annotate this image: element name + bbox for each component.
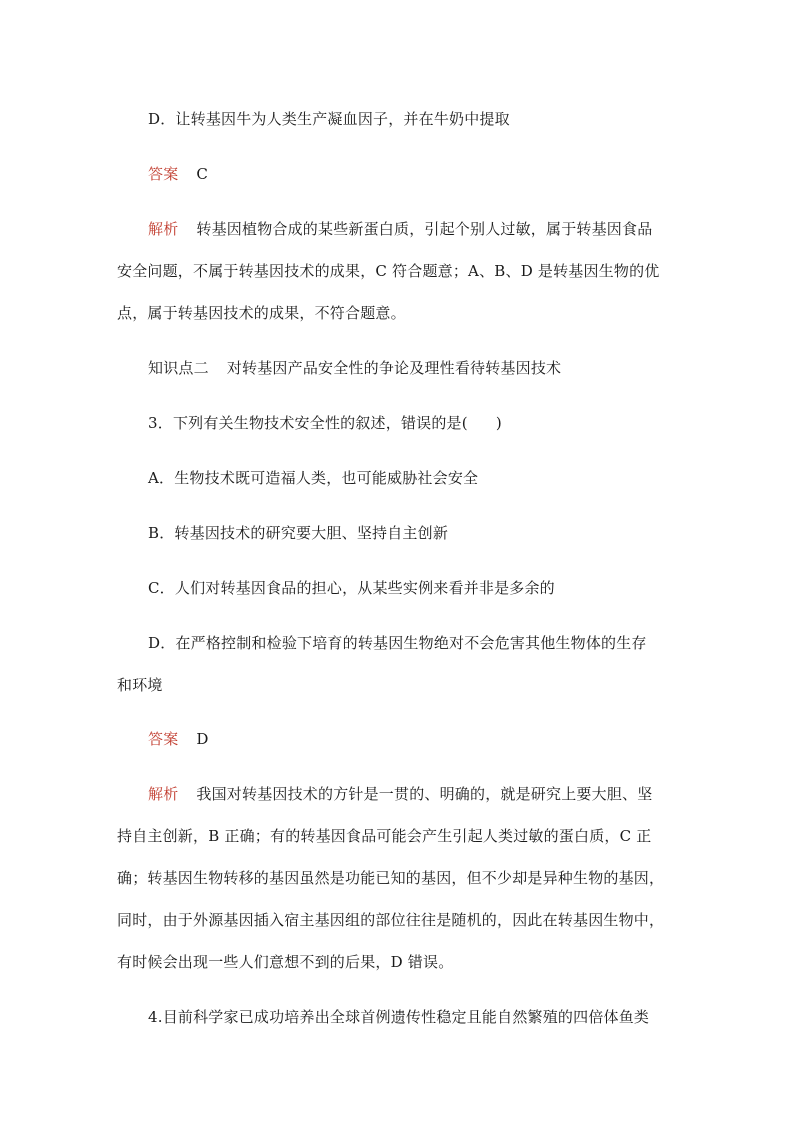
q2-answer: [148, 164, 208, 184]
analysis-text: 我国对转基因技术的方针是一贯的、明确的，就是研究上要大胆、坚: [196, 785, 653, 803]
q3-option-d-line-2: 和环境: [117, 676, 163, 694]
q3-analysis-line-4: 同时，由于外源基因插入宿主基因组的部位往往是随机的，因此在转基因生物中，: [117, 911, 665, 929]
q3-analysis-line-1: [148, 784, 652, 804]
q3-option-d-line-1: D．在严格控制和检验下培育的转基因生物绝对不会危害其他生物体的生存: [148, 634, 647, 652]
q3-option-b: B．转基因技术的研究要大胆、坚持自主创新: [148, 524, 449, 542]
q2-option-d: D．让转基因牛为人类生产凝血因子，并在牛奶中提取: [148, 110, 510, 128]
analysis-label: 解析: [148, 220, 179, 238]
answer-value: D: [196, 730, 209, 748]
section-title: 对转基因产品安全性的争论及理性看待转基因技术: [226, 359, 562, 377]
q3-stem-close: ): [495, 414, 502, 432]
q3-analysis-line-3: 确；转基因生物转移的基因虽然是功能已知的基因，但不少却是异种生物的基因，: [117, 869, 665, 887]
q3-stem-text: 3．下列有关生物技术安全性的叙述，错误的是(: [148, 414, 468, 432]
answer-label: 答案: [148, 165, 179, 183]
q4-stem: 4.目前科学家已成功培养出全球首例遗传性稳定且能自然繁殖的四倍体鱼类: [148, 1008, 650, 1026]
section-label: 知识点二: [148, 359, 209, 377]
q3-analysis-line-5: 有时候会出现一些人们意想不到的后果，D 错误。: [117, 953, 454, 971]
q3-option-c: C．人们对转基因食品的担心，从某些实例来看并非是多余的: [148, 579, 555, 597]
answer-value: C: [196, 165, 209, 183]
answer-label: 答案: [148, 730, 179, 748]
q2-analysis-line-2: 安全问题，不属于转基因技术的成果，C 符合题意；A、B、D 是转基因生物的优: [117, 262, 660, 280]
q3-option-a: A．生物技术既可造福人类，也可能威胁社会安全: [148, 469, 479, 487]
analysis-label: 解析: [148, 785, 179, 803]
q3-stem: [148, 413, 502, 433]
q2-analysis-line-3: 点，属于转基因技术的成果，不符合题意。: [117, 304, 406, 322]
q3-analysis-line-2: 持自主创新，B 正确；有的转基因食品可能会产生引起人类过敏的蛋白质，C 正: [117, 827, 652, 845]
section-heading: [148, 358, 561, 378]
q3-answer: [148, 729, 209, 749]
analysis-text: 转基因植物合成的某些新蛋白质，引起个别人过敏，属于转基因食品: [196, 220, 653, 238]
q2-analysis-line-1: [148, 219, 652, 239]
